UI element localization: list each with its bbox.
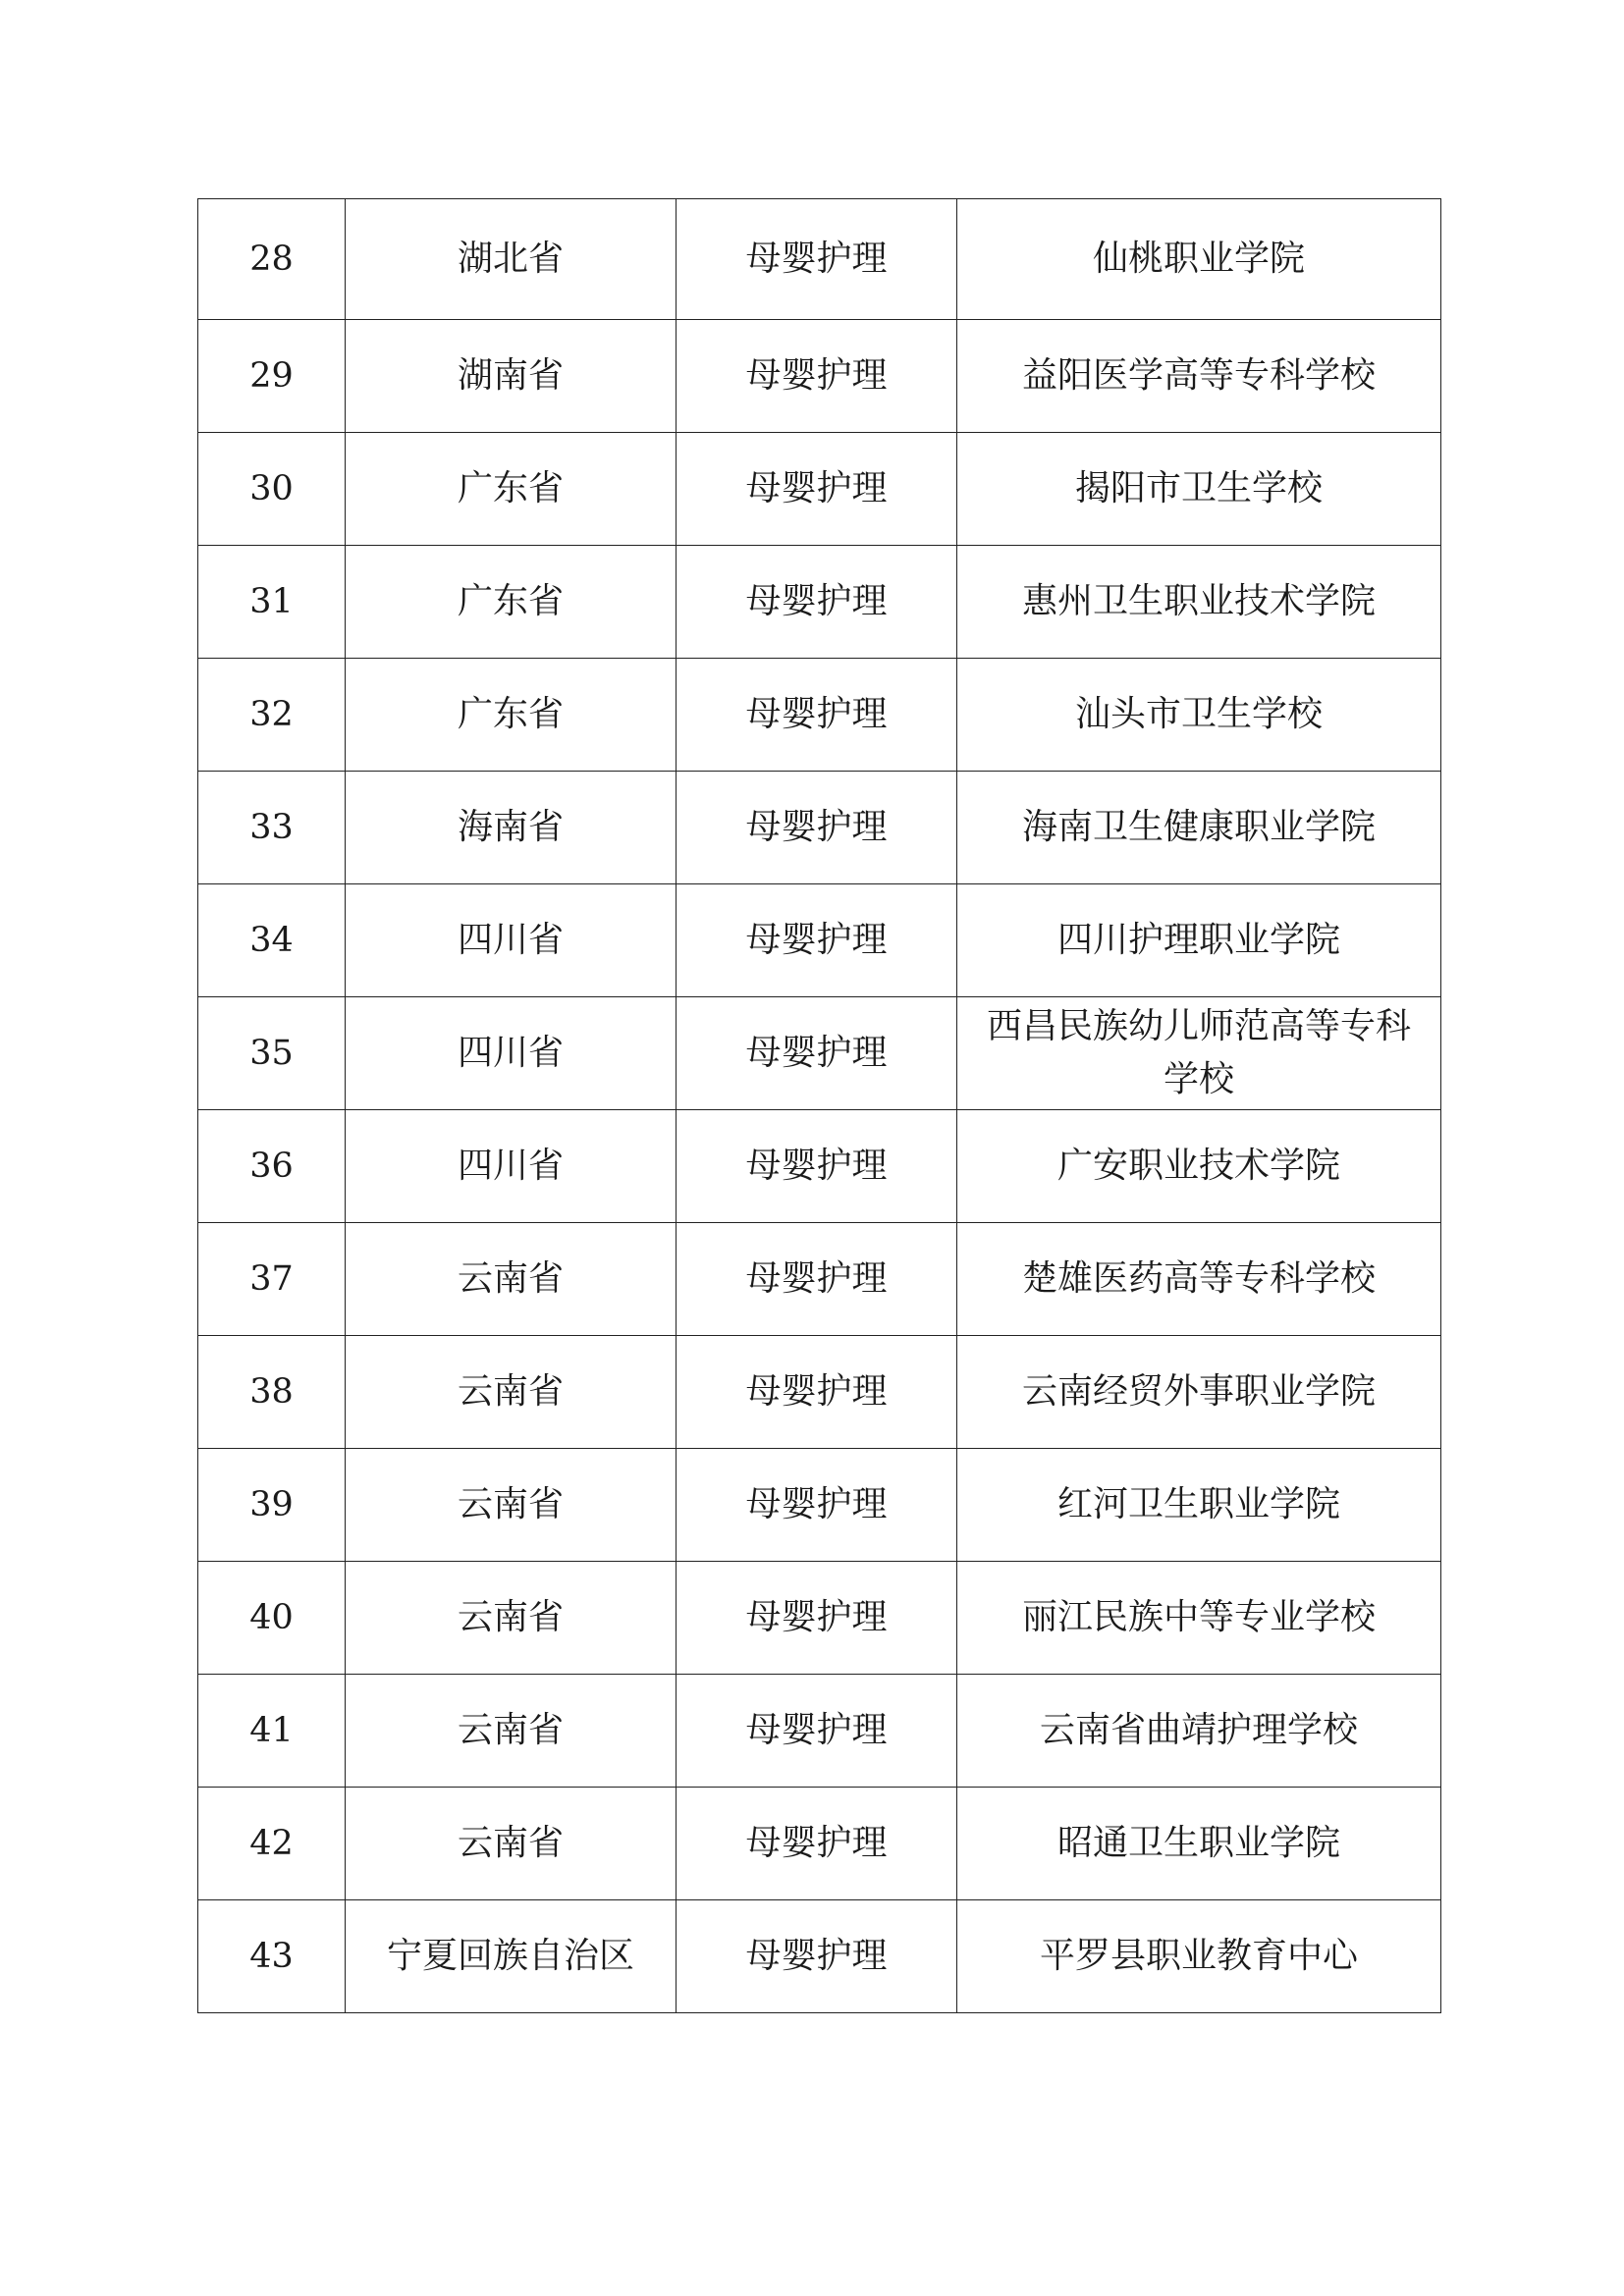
cell-school	[957, 1675, 1441, 1788]
cell-number: 39	[198, 1449, 346, 1562]
cell-number: 33	[198, 772, 346, 884]
school-name-line: 广安职业技术学院	[1056, 1146, 1340, 1186]
school-name-line: 昭通卫生职业学院	[1056, 1823, 1340, 1863]
cell-province: 云南省	[346, 1336, 677, 1449]
cell-major: 母婴护理	[677, 1223, 957, 1336]
cell-province: 四川省	[346, 1110, 677, 1223]
school-name-line: 惠州卫生职业技术学院	[1021, 581, 1376, 621]
table-row	[198, 1788, 1441, 1900]
table-row	[198, 1900, 1441, 2013]
school-name-line: 云南省曲靖护理学校	[1039, 1710, 1358, 1750]
table-row	[198, 884, 1441, 997]
table-row	[198, 659, 1441, 772]
cell-school	[957, 1788, 1441, 1900]
table-row	[198, 1223, 1441, 1336]
cell-major: 母婴护理	[677, 659, 957, 772]
cell-school	[957, 884, 1441, 997]
cell-school	[957, 320, 1441, 433]
cell-number: 41	[198, 1675, 346, 1788]
table-row	[198, 772, 1441, 884]
cell-province: 云南省	[346, 1223, 677, 1336]
cell-province: 海南省	[346, 772, 677, 884]
cell-province: 湖南省	[346, 320, 677, 433]
cell-province: 云南省	[346, 1562, 677, 1675]
cell-number: 36	[198, 1110, 346, 1223]
cell-school	[957, 772, 1441, 884]
cell-major: 母婴护理	[677, 1110, 957, 1223]
table-row	[198, 320, 1441, 433]
cell-number: 35	[198, 997, 346, 1110]
cell-major: 母婴护理	[677, 1562, 957, 1675]
cell-province: 四川省	[346, 997, 677, 1110]
table-row	[198, 199, 1441, 320]
school-name-line: 学校	[1163, 1059, 1234, 1099]
cell-major: 母婴护理	[677, 1900, 957, 2013]
table-row	[198, 546, 1441, 659]
cell-number: 29	[198, 320, 346, 433]
cell-number: 43	[198, 1900, 346, 2013]
cell-major: 母婴护理	[677, 1788, 957, 1900]
cell-major: 母婴护理	[677, 772, 957, 884]
cell-major: 母婴护理	[677, 884, 957, 997]
cell-major: 母婴护理	[677, 546, 957, 659]
school-name-line: 平罗县职业教育中心	[1039, 1936, 1358, 1976]
school-name-line: 红河卫生职业学院	[1056, 1484, 1340, 1524]
cell-major: 母婴护理	[677, 1336, 957, 1449]
cell-major: 母婴护理	[677, 199, 957, 320]
table-row	[198, 1562, 1441, 1675]
table-row	[198, 433, 1441, 546]
cell-school	[957, 1900, 1441, 2013]
school-name-line: 汕头市卫生学校	[1074, 694, 1323, 734]
school-name-line: 四川护理职业学院	[1056, 920, 1340, 960]
table-row	[198, 1336, 1441, 1449]
cell-school	[957, 1562, 1441, 1675]
cell-number: 32	[198, 659, 346, 772]
school-name-line: 海南卫生健康职业学院	[1021, 807, 1376, 847]
cell-province: 广东省	[346, 659, 677, 772]
cell-province: 云南省	[346, 1788, 677, 1900]
cell-province: 湖北省	[346, 199, 677, 320]
cell-school	[957, 433, 1441, 546]
institution-table	[197, 198, 1441, 2013]
cell-number: 40	[198, 1562, 346, 1675]
table-row	[198, 1675, 1441, 1788]
school-name-line: 云南经贸外事职业学院	[1021, 1371, 1376, 1412]
cell-number: 42	[198, 1788, 346, 1900]
cell-major: 母婴护理	[677, 997, 957, 1110]
cell-school	[957, 997, 1441, 1110]
table-row	[198, 1110, 1441, 1223]
cell-province: 云南省	[346, 1675, 677, 1788]
cell-school	[957, 1110, 1441, 1223]
cell-number: 37	[198, 1223, 346, 1336]
cell-province: 四川省	[346, 884, 677, 997]
school-name-line: 仙桃职业学院	[1092, 239, 1305, 279]
school-name-line: 楚雄医药高等专科学校	[1021, 1258, 1376, 1299]
cell-school	[957, 199, 1441, 320]
school-name-line: 西昌民族幼儿师范高等专科	[986, 1006, 1411, 1046]
cell-province: 云南省	[346, 1449, 677, 1562]
school-name-line: 益阳医学高等专科学校	[1021, 355, 1376, 396]
cell-province: 广东省	[346, 546, 677, 659]
table-body	[198, 199, 1441, 2013]
cell-number: 34	[198, 884, 346, 997]
school-name-line: 丽江民族中等专业学校	[1021, 1597, 1376, 1637]
table-row	[198, 1449, 1441, 1562]
cell-major: 母婴护理	[677, 1675, 957, 1788]
cell-school	[957, 1449, 1441, 1562]
cell-school	[957, 1336, 1441, 1449]
cell-number: 28	[198, 199, 346, 320]
cell-province: 广东省	[346, 433, 677, 546]
cell-major: 母婴护理	[677, 433, 957, 546]
cell-number: 31	[198, 546, 346, 659]
cell-school	[957, 546, 1441, 659]
school-name-line: 揭阳市卫生学校	[1074, 468, 1323, 508]
cell-province: 宁夏回族自治区	[346, 1900, 677, 2013]
cell-major: 母婴护理	[677, 1449, 957, 1562]
cell-school	[957, 659, 1441, 772]
cell-major: 母婴护理	[677, 320, 957, 433]
cell-school	[957, 1223, 1441, 1336]
cell-number: 38	[198, 1336, 346, 1449]
table-row	[198, 997, 1441, 1110]
cell-number: 30	[198, 433, 346, 546]
